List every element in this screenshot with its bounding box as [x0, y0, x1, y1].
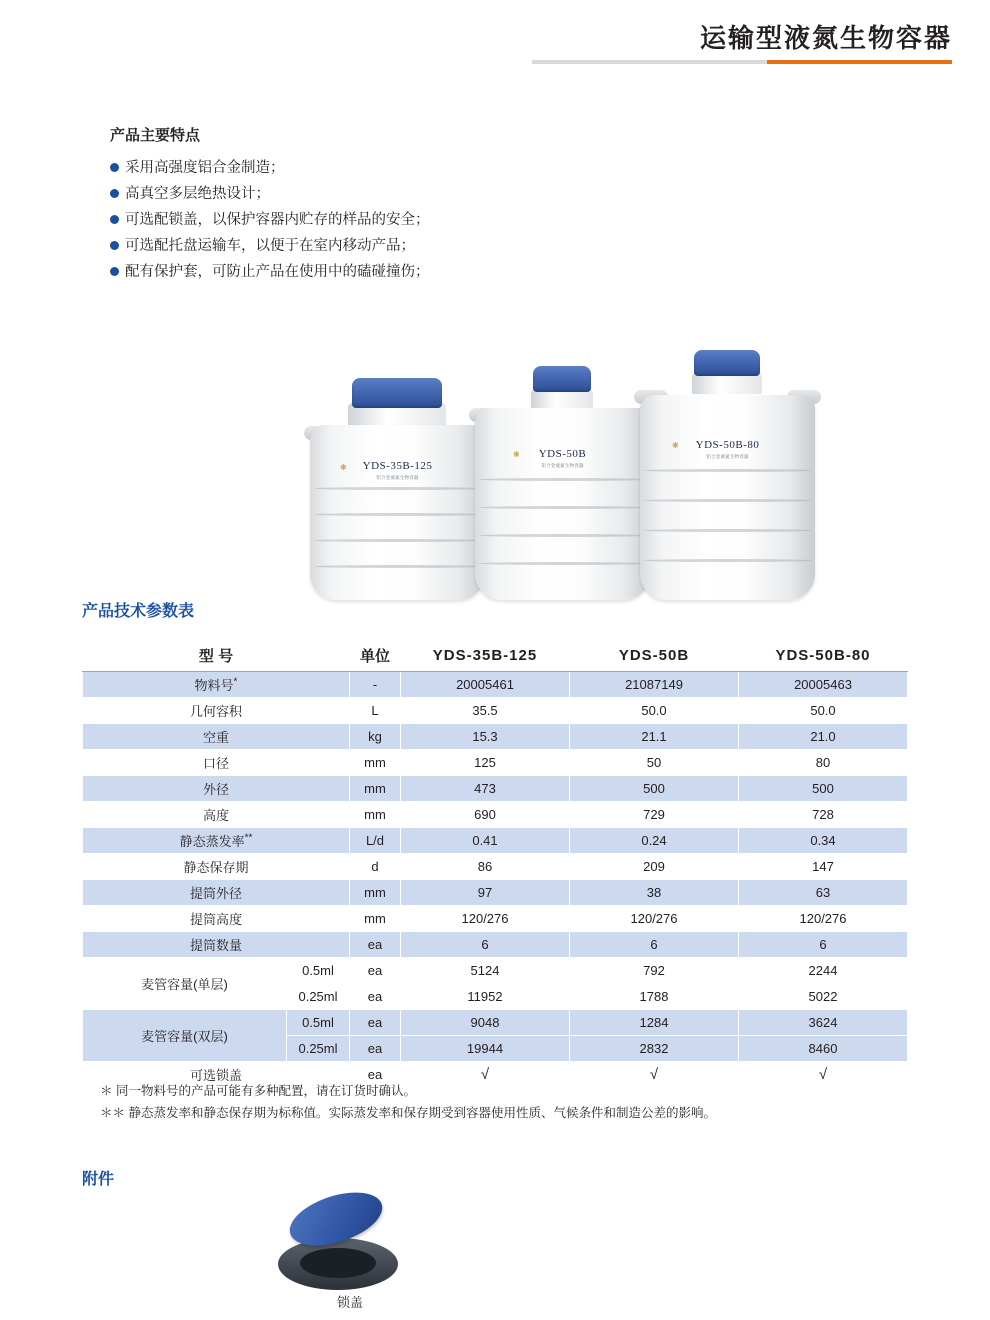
- cell-value: 2832: [570, 1036, 739, 1062]
- bullet-icon: [110, 241, 119, 250]
- row-unit: mm: [350, 906, 401, 932]
- cell-value: 0.34: [739, 828, 908, 854]
- row-label: 物料号*: [83, 672, 350, 698]
- bullet-icon: [110, 189, 119, 198]
- cell-value: 792: [570, 958, 739, 984]
- bullet-icon: [110, 163, 119, 172]
- row-label-group-double: 麦管容量(双层): [83, 1010, 287, 1062]
- row-unit: ea: [350, 1036, 401, 1062]
- table-row: [83, 724, 908, 750]
- cell-value: 6: [739, 932, 908, 958]
- row-unit: -: [350, 672, 401, 698]
- table-row: [83, 776, 908, 802]
- table-row: [83, 958, 908, 984]
- cell-value: 20005463: [739, 672, 908, 698]
- lock-cap-opening: [300, 1248, 376, 1278]
- row-label: 提筒外径: [83, 880, 350, 906]
- table-row: [83, 828, 908, 854]
- product-label: YDS-50B: [538, 448, 587, 460]
- cell-value: 80: [739, 750, 908, 776]
- table-row: [83, 880, 908, 906]
- page-title: 运输型液氮生物容器: [699, 23, 952, 53]
- table-row: [83, 906, 908, 932]
- feature-text: 可选配锁盖，以保护容器内贮存的样品的安全；: [125, 212, 430, 228]
- column-header-yds50b80: YDS-50B-80: [739, 639, 908, 672]
- row-unit: ea: [350, 984, 401, 1010]
- cell-value: 3624: [739, 1010, 908, 1036]
- product-label: YDS-35B-125: [362, 460, 433, 472]
- cell-value: 21.1: [570, 724, 739, 750]
- cell-value: 97: [401, 880, 570, 906]
- cell-value: 63: [739, 880, 908, 906]
- cell-value: 50.0: [570, 698, 739, 724]
- row-label: 静态保存期: [83, 854, 350, 880]
- row-label: 提筒数量: [83, 932, 350, 958]
- row-label: 几何容积: [83, 698, 350, 724]
- cell-value: 728: [739, 802, 908, 828]
- product-sublabel: 铝合金液氮生物容器: [376, 475, 419, 480]
- row-unit: mm: [350, 776, 401, 802]
- row-label: 高度: [83, 802, 350, 828]
- note-line: ＊＊ 静态蒸发率和静态保存期为标称值。实际蒸发率和保存期受到容器使用性质、气候条件和制造公差的影响。: [100, 1106, 716, 1120]
- row-unit: ea: [350, 958, 401, 984]
- cell-value: 120/276: [570, 906, 739, 932]
- row-unit: L: [350, 698, 401, 724]
- cell-value-check: √: [739, 1062, 908, 1088]
- feature-text: 可选配托盘运输车，以便于在室内移动产品；: [125, 238, 415, 254]
- list-item: [110, 233, 710, 259]
- row-unit: mm: [350, 802, 401, 828]
- row-unit: kg: [350, 724, 401, 750]
- cell-value: 15.3: [401, 724, 570, 750]
- cell-value: 35.5: [401, 698, 570, 724]
- page-header: [0, 0, 990, 80]
- note-line: ＊ 同一物料号的产品可能有多种配置，请在订货时确认。: [100, 1084, 416, 1098]
- table-header-row: [83, 639, 908, 672]
- brand-logo-icon: ❋: [672, 441, 679, 450]
- cell-value: 1788: [570, 984, 739, 1010]
- cell-value: 6: [570, 932, 739, 958]
- row-mark: *: [233, 676, 238, 688]
- tank-body: [640, 395, 815, 600]
- row-unit: L/d: [350, 828, 401, 854]
- cell-value: 11952: [401, 984, 570, 1010]
- row-unit: mm: [350, 750, 401, 776]
- header-divider: [532, 60, 952, 64]
- tank-body: [475, 408, 650, 600]
- bullet-icon: [110, 215, 119, 224]
- row-label: 提筒高度: [83, 906, 350, 932]
- cell-value: 209: [570, 854, 739, 880]
- row-sublabel: 0.25ml: [287, 1036, 350, 1062]
- cell-value: 729: [570, 802, 739, 828]
- row-unit: ea: [350, 1062, 401, 1088]
- cell-value: 21.0: [739, 724, 908, 750]
- cell-value: 5022: [739, 984, 908, 1010]
- cell-value: 9048: [401, 1010, 570, 1036]
- table-row: [83, 698, 908, 724]
- cell-value: 0.24: [570, 828, 739, 854]
- accessory-title: 附件: [82, 1171, 115, 1188]
- spec-table: [82, 638, 908, 1088]
- cell-value: 1284: [570, 1010, 739, 1036]
- cell-value: 38: [570, 880, 739, 906]
- row-unit: ea: [350, 932, 401, 958]
- tank-cap: [694, 350, 760, 376]
- product-image-1: [310, 370, 485, 600]
- tank-body: [310, 425, 485, 600]
- cell-value: 21087149: [570, 672, 739, 698]
- row-label-group-single: 麦管容量(单层): [83, 958, 287, 1010]
- tank-cap: [352, 378, 442, 408]
- row-unit: mm: [350, 880, 401, 906]
- list-item: [110, 207, 710, 233]
- cell-value: 473: [401, 776, 570, 802]
- list-item: [110, 259, 710, 285]
- product-label: YDS-50B-80: [695, 439, 760, 451]
- features-title: 产品主要特点: [110, 127, 201, 144]
- table-row: [83, 802, 908, 828]
- feature-text: 采用高强度铝合金制造；: [125, 160, 285, 176]
- cell-value: 6: [401, 932, 570, 958]
- bullet-icon: [110, 267, 119, 276]
- column-header-yds35b125: YDS-35B-125: [401, 639, 570, 672]
- row-sublabel: 0.5ml: [287, 958, 350, 984]
- cell-value: 5124: [401, 958, 570, 984]
- features-section: [110, 124, 710, 285]
- cell-value: 50: [570, 750, 739, 776]
- feature-text: 配有保护套，可防止产品在使用中的磕碰撞伤；: [125, 264, 430, 280]
- cell-value: 0.41: [401, 828, 570, 854]
- brand-logo-icon: ❋: [513, 450, 520, 459]
- cell-value: 147: [739, 854, 908, 880]
- cell-value: 120/276: [401, 906, 570, 932]
- cell-value-check: √: [570, 1062, 739, 1088]
- row-sublabel: 0.5ml: [287, 1010, 350, 1036]
- table-row: [83, 1010, 908, 1036]
- cell-value: 50.0: [739, 698, 908, 724]
- product-sublabel: 铝合金液氮生物容器: [541, 463, 584, 468]
- cell-value: 500: [739, 776, 908, 802]
- column-header-yds50b: YDS-50B: [570, 639, 739, 672]
- cell-value: 690: [401, 802, 570, 828]
- table-row: [83, 932, 908, 958]
- list-item: [110, 155, 710, 181]
- product-sublabel: 铝合金液氮生物容器: [706, 454, 749, 459]
- row-unit: d: [350, 854, 401, 880]
- row-label: 可选锁盖: [83, 1062, 350, 1088]
- cell-value: 120/276: [739, 906, 908, 932]
- cell-value: 8460: [739, 1036, 908, 1062]
- product-image-2: [475, 360, 650, 600]
- row-label: 空重: [83, 724, 350, 750]
- spec-table-title: 产品技术参数表: [82, 603, 195, 620]
- column-header-unit: 单位: [350, 639, 401, 672]
- row-label: 外径: [83, 776, 350, 802]
- cell-value: 19944: [401, 1036, 570, 1062]
- product-images: [0, 330, 990, 600]
- row-sublabel: 0.25ml: [287, 984, 350, 1010]
- row-unit: ea: [350, 1010, 401, 1036]
- tank-cap: [533, 366, 591, 392]
- product-image-3: [640, 350, 815, 600]
- brand-logo-icon: ❋: [340, 463, 347, 472]
- table-row: [83, 750, 908, 776]
- table-row: [83, 854, 908, 880]
- cell-value-check: √: [401, 1062, 570, 1088]
- cell-value: 2244: [739, 958, 908, 984]
- cell-value: 20005461: [401, 672, 570, 698]
- table-notes: [100, 1080, 716, 1124]
- cell-value: 500: [570, 776, 739, 802]
- row-label: 口径: [83, 750, 350, 776]
- feature-text: 高真空多层绝热设计；: [125, 186, 270, 202]
- row-label: 静态蒸发率**: [83, 828, 350, 854]
- table-row: [83, 672, 908, 698]
- accessory-caption: 锁盖: [336, 1295, 363, 1310]
- cell-value: 86: [401, 854, 570, 880]
- cell-value: 125: [401, 750, 570, 776]
- column-header-model: 型 号: [83, 639, 350, 672]
- accessory-image: [260, 1190, 440, 1300]
- list-item: [110, 181, 710, 207]
- row-mark: **: [244, 832, 253, 844]
